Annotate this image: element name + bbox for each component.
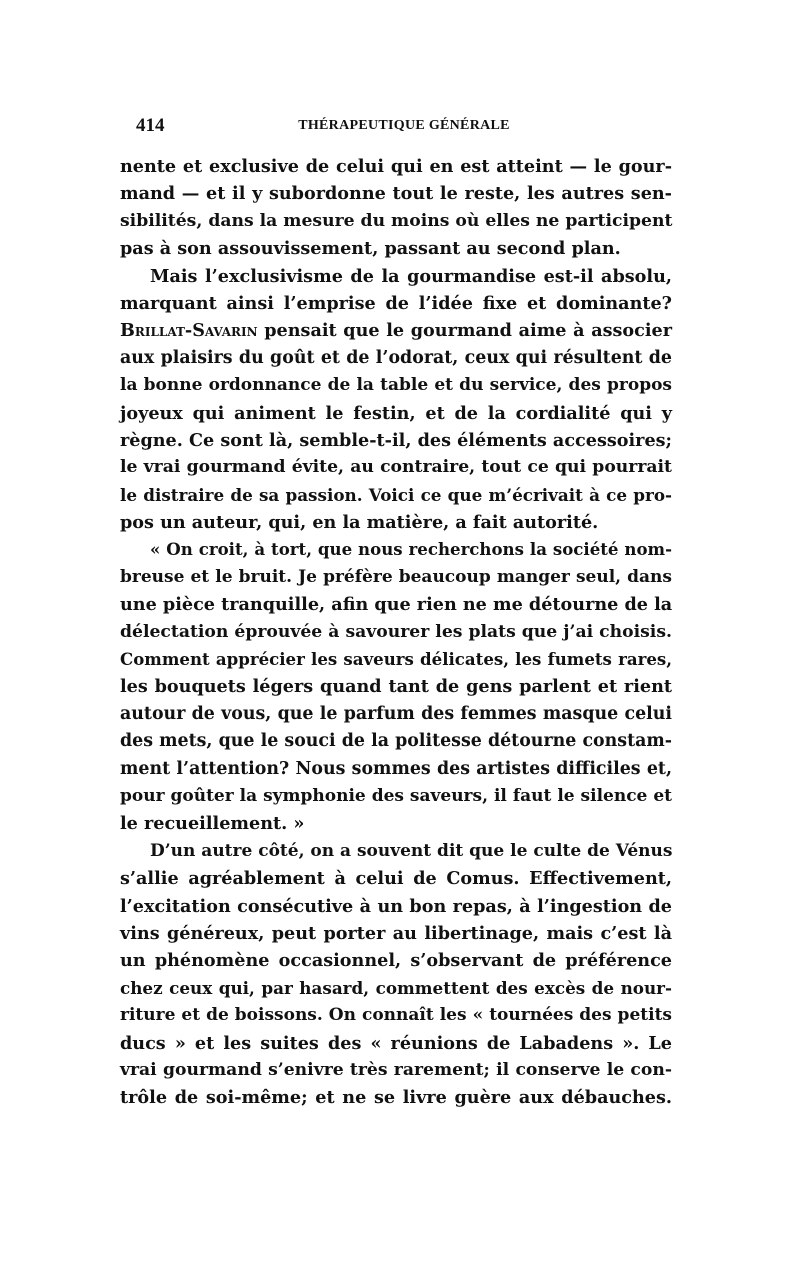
text-line: joyeux qui animent le festin, et de la cordialité qui y: [120, 402, 672, 424]
running-head: [136, 114, 672, 138]
text-line: ducs » et les suites des « réunions de Labadens ». Le: [120, 1032, 672, 1054]
text-line: vrai gourmand s’enivre très rarement; il conserve le con-: [120, 1059, 672, 1080]
paragraph-start-line: « On croit, à tort, que nous recherchons la société nom-: [150, 539, 672, 560]
running-title: THÉRAPEUTIQUE GÉNÉRALE: [298, 118, 510, 133]
text-line: des mets, que le souci de la politesse détourne constam-: [120, 731, 672, 752]
text-line: le distraire de sa passion. Voici ce que m’écrivait à ce pro-: [120, 484, 672, 505]
text-line: le vrai gourmand évite, au contraire, tout ce qui pourrait: [120, 457, 672, 478]
text-line: un phénomène occasionnel, s’observant de préférence: [120, 950, 672, 972]
text-line: trôle de soi-même; et ne se livre guère aux débauches.: [120, 1087, 672, 1109]
text-line: délectation éprouvée à savourer les plats que j’ai choisis.: [120, 621, 672, 642]
author-name-small-caps: Brillat-Savarin: [120, 320, 258, 342]
text-line: breuse et le bruit. Je préfère beaucoup manger seul, dans: [120, 566, 672, 587]
text-line: pour goûter la symphonie des saveurs, il faut le silence et: [120, 785, 672, 806]
text-line: nente et exclusive de celui qui en est atteint — le gour-: [120, 156, 672, 177]
text-line: s’allie agréablement à celui de Comus. Effectivement,: [120, 868, 672, 890]
text-line: pas à son assouvissement, passant au second plan.: [120, 238, 621, 260]
text-line: mand — et il y subordonne tout le reste, les autres sen-: [120, 183, 672, 205]
text-line: Comment apprécier les saveurs délicates, les fumets rares,: [120, 649, 672, 670]
text-line: une pièce tranquille, afin que rien ne me détourne de la: [120, 594, 673, 616]
text-line: autour de vous, que le parfum des femmes masque celui: [120, 703, 672, 724]
text-line: ment l’attention? Nous sommes des artistes difficiles et,: [120, 758, 672, 779]
text-line: la bonne ordonnance de la table et du service, des propos: [120, 375, 672, 396]
text-line: riture et de boissons. On connaît les « tournées des petits: [120, 1005, 672, 1026]
text-line: l’excitation consécutive à un bon repas, à l’ingestion de: [120, 895, 672, 917]
paragraph-start-line: D’un autre côté, on a souvent dit que le culte de Vénus: [150, 840, 673, 861]
text-line: vins généreux, peut porter au libertinage, mais c’est là: [120, 922, 672, 944]
body-text: [120, 153, 672, 1112]
text-line: règne. Ce sont là, semble-t-il, des éléments accessoires;: [120, 429, 673, 451]
text-line: sibilités, dans la mesure du moins où elles ne participent: [120, 210, 673, 231]
text-line: Brillat-Savarin pensait que le gourmand aime à associer: [120, 320, 672, 342]
text-line: pos un auteur, qui, en la matière, a fait autorité.: [120, 512, 599, 534]
page-number: 414: [136, 115, 165, 136]
text-line: marquant ainsi l’emprise de l’idée fixe et dominante?: [120, 292, 672, 314]
text-line: aux plaisirs du goût et de l’odorat, ceux qui résultent de: [120, 347, 672, 368]
text-line: les bouquets légers quand tant de gens parlent et rient: [120, 676, 672, 698]
text-line: chez ceux qui, par hasard, commettent des excès de nour-: [120, 977, 672, 998]
paragraph-start-line: Mais l’exclusivisme de la gourmandise est-il absolu,: [150, 265, 672, 287]
text-line: le recueillement. »: [120, 813, 305, 835]
